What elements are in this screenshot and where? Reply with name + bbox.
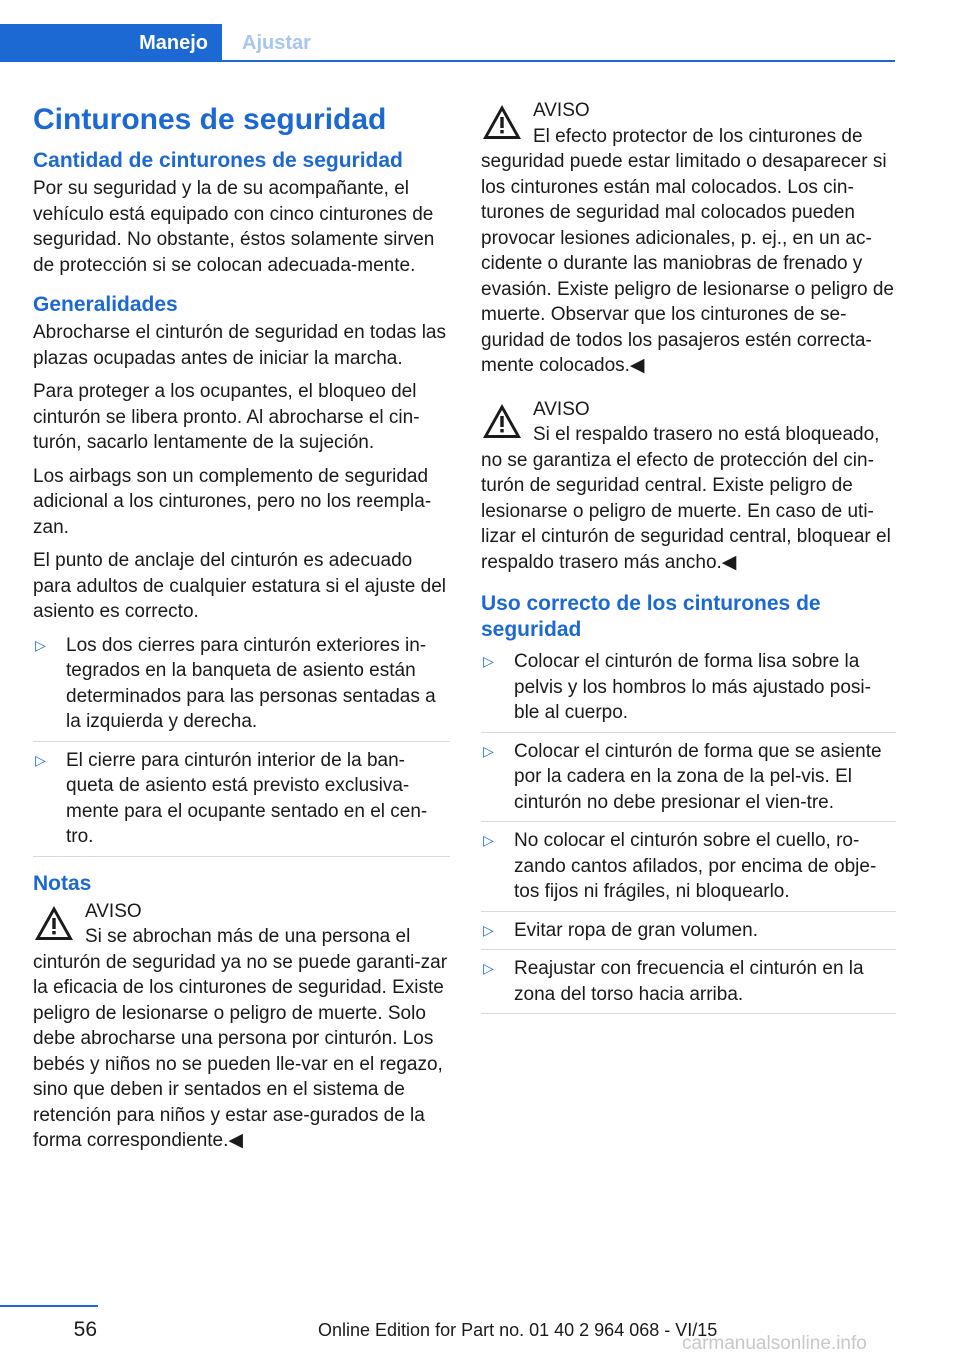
paragraph: Abrocharse el cinturón de seguridad en todas las plazas ocupadas antes de iniciar la marcha. <box>33 322 446 369</box>
list-item-text: Evitar ropa de gran volumen. <box>514 919 758 941</box>
section-heading-notas: Notas <box>33 871 92 895</box>
bullet-triangle-icon: ▷ <box>483 960 494 976</box>
warning-label: AVISO <box>533 100 590 121</box>
bullet-triangle-icon: ▷ <box>483 832 494 848</box>
list-item <box>33 633 450 742</box>
bullet-list-generalidades <box>33 633 450 857</box>
watermark-text: carmanualsonline.info <box>682 1333 867 1354</box>
right-column <box>481 98 896 1026</box>
warning-triangle-icon <box>481 102 523 142</box>
list-item-text: Reajustar con frecuencia el cinturón en la zona del torso hacia arriba. <box>514 958 864 1005</box>
list-item-text: Colocar el cinturón de forma lisa sobre la pelvis y los hombros lo más ajustado posi-ble al cuerpo. <box>514 651 871 723</box>
left-column <box>33 98 450 1166</box>
list-item <box>481 649 896 733</box>
list-item <box>33 748 450 857</box>
list-item-text: El cierre para cinturón interior de la ban-queta de asiento está previsto exclusiva-mente para el ocupante sentado en el cen-tro. <box>66 749 428 847</box>
footer-rule <box>0 1305 98 1307</box>
page-title: Cinturones de seguridad <box>33 103 387 136</box>
section-text-cantidad: Por su seguridad y la de su acompañante, el vehículo está equipado con cinco cinturones de seguridad. No obstante, éstos solamente sirven de protección si se colocan adecuada-mente. <box>33 178 435 276</box>
list-item-text: No colocar el cinturón sobre el cuello, ro-zando cantos afilados, por encima de obje-tos fijos ni frágiles, ni bloquearlo. <box>514 830 877 902</box>
bullet-triangle-icon: ▷ <box>483 921 494 938</box>
warning-block <box>481 98 896 379</box>
warning-block <box>33 899 450 1154</box>
section-heading-generalidades: Generalidades <box>33 293 178 316</box>
warning-block <box>481 397 896 576</box>
paragraph: Los airbags son un complemento de seguridad adicional a los cinturones, pero no los reempla-zan. <box>33 465 432 538</box>
paragraph: El punto de anclaje del cinturón es adecuado para adultos de cualquier estatura si el ajuste del asiento es correcto. <box>33 550 446 622</box>
header-tab-bar <box>0 0 895 62</box>
warning-text: El efecto protector de los cinturones de seguridad puede estar limitado o desaparecer si los cinturones están mal colocados. Los cin-turones de seguridad mal colocados pueden provocar lesiones adicionales, p. ej., en un ac-cidente o durante las maniobras de frenado y evasión. Existe peligro de lesionarse o peligro de muerte. Observar que los cinturones de se-guridad de todos los pasajeros estén correcta-mente colocados.◀ <box>481 125 894 376</box>
edition-text: Online Edition for Part no. 01 40 2 964 068 - VI/15 <box>318 1320 718 1340</box>
list-item-text: Colocar el cinturón de forma que se asiente por la cadera en la zona de la pel-vis. El cinturón no debe presionar el vien-tre. <box>514 740 882 813</box>
warning-label: AVISO <box>533 398 590 420</box>
list-item <box>481 956 896 1014</box>
tab-manejo[interactable]: Manejo <box>0 24 222 60</box>
paragraph: Para proteger a los ocupantes, el bloqueo del cinturón se libera pronto. Al abrocharse el cin-turón, sacarlo lentamente de la sujeción. <box>33 381 420 453</box>
warning-triangle-icon <box>33 903 75 943</box>
page-number: 56 <box>73 1318 97 1341</box>
bullet-triangle-icon: ▷ <box>35 751 46 768</box>
tab-ajustar[interactable]: Ajustar <box>242 32 311 54</box>
warning-triangle-icon <box>481 401 523 441</box>
bullet-list-uso-correcto <box>481 649 896 1014</box>
bullet-triangle-icon: ▷ <box>35 636 46 653</box>
list-item <box>481 918 896 951</box>
bullet-triangle-icon: ▷ <box>483 742 494 759</box>
list-item-text: Los dos cierres para cinturón exteriores in-tegrados en la banqueta de asiento están determinados para las personas sentadas a la izquierda y derecha. <box>66 634 436 732</box>
section-heading-uso-correcto: Uso correcto de los cinturones de seguridad <box>481 592 821 641</box>
warning-label: AVISO <box>85 900 142 922</box>
warning-text: Si el respaldo trasero no está bloqueado, no se garantiza el efecto de protección del cin-turón de seguridad central. Existe peligro de lesionarse o peligro de muerte. En caso de uti-lizar el cinturón de seguridad central, bloquear el respaldo trasero más ancho.◀ <box>481 424 891 573</box>
section-heading-cantidad: Cantidad de cinturones de seguridad <box>33 149 403 172</box>
header-rule <box>0 60 895 62</box>
list-item <box>481 739 896 823</box>
list-item <box>481 828 896 912</box>
warning-text: Si se abrochan más de una persona el cinturón de seguridad ya no se puede garanti-zar la eficacia de los cinturones de seguridad. Existe peligro de lesionarse o peligro de muerte. Solo debe abrocharse una persona por cinturón. Los bebés y niños no se pueden lle-var en el regazo, sino que deben ir sentados en el sistema de retención para niños y estar ase-gurados de la forma correspondiente.◀ <box>33 926 448 1151</box>
bullet-triangle-icon: ▷ <box>483 653 494 669</box>
